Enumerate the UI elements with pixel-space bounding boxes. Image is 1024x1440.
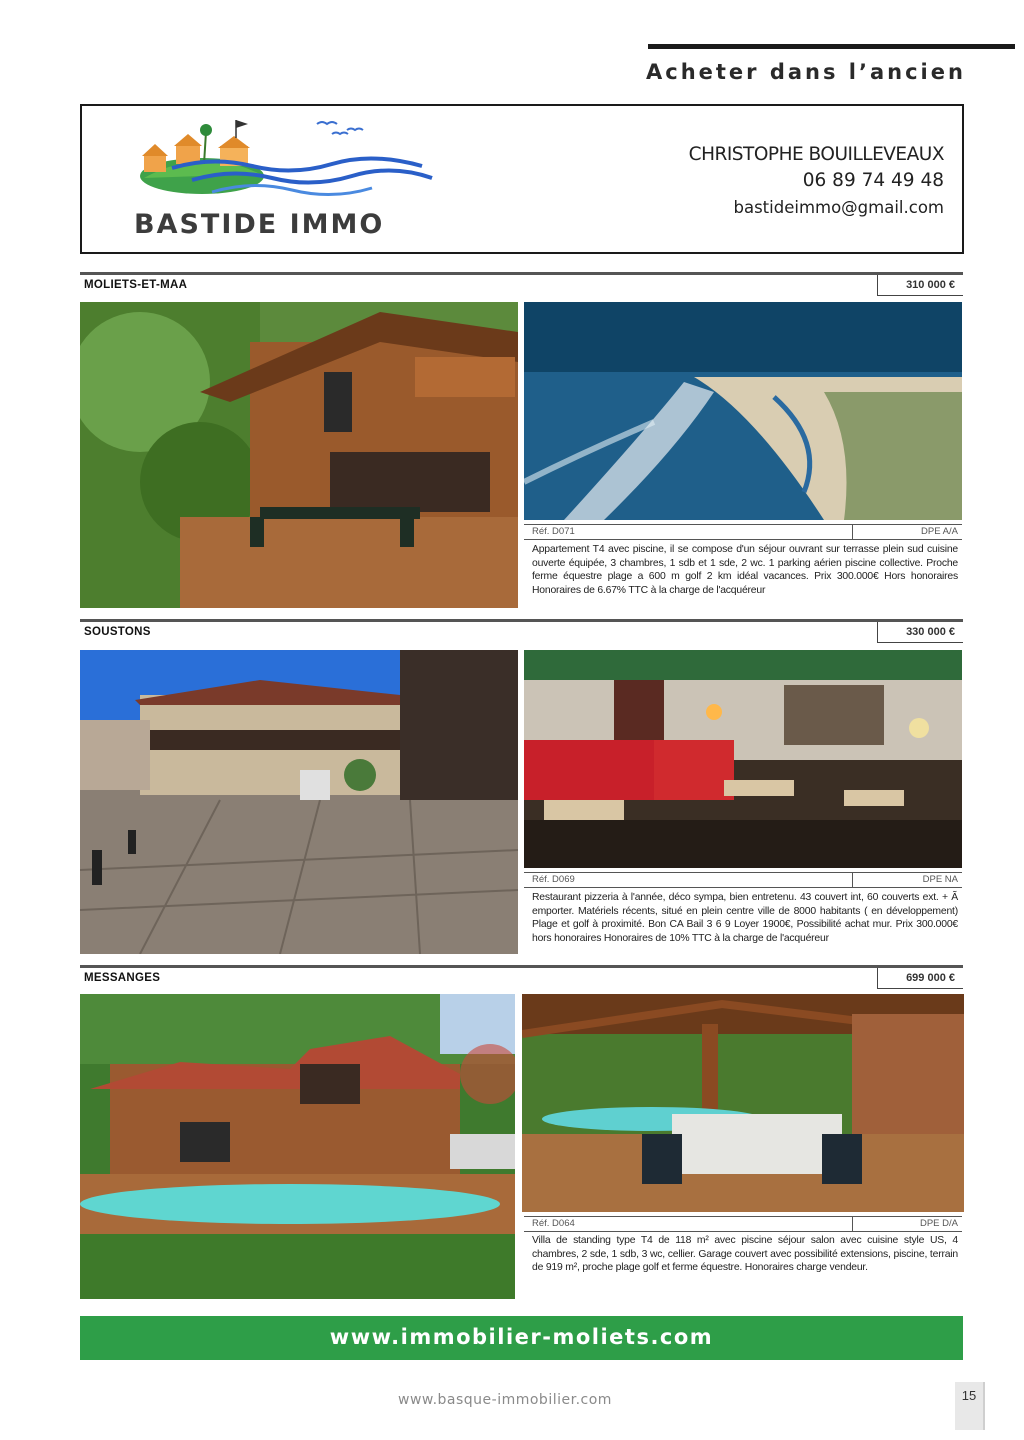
contact-phone[interactable]: 06 89 74 49 48 bbox=[802, 170, 944, 191]
listing-price: 330 000 € bbox=[906, 626, 955, 638]
restaurant-exterior-image bbox=[80, 650, 518, 954]
wooden-house-image bbox=[80, 302, 518, 608]
listing-dpe: DPE A/A bbox=[921, 526, 958, 537]
ref-divider bbox=[852, 525, 853, 539]
logo-text: BASTIDE IMMO bbox=[134, 209, 385, 240]
covered-terrace-image bbox=[522, 994, 964, 1212]
contact-email[interactable]: bastideimmo@gmail.com bbox=[733, 198, 944, 217]
agency-card bbox=[80, 104, 964, 254]
listing-description: Villa de standing type T4 de 118 m² avec piscine séjour salon avec cuisine style US, 4 chambres, 2 sde, 1 sdb, 3 wc, cellier. Garage couvert avec possibilité extensions, piscine, terrain de 919 m², proche plage golf et ferme équestre. Honoraires charge vendeur. bbox=[532, 1235, 958, 1273]
listing-price: 699 000 € bbox=[906, 972, 955, 984]
price-box bbox=[877, 622, 963, 643]
listing-header bbox=[80, 965, 963, 988]
listing-header bbox=[80, 619, 963, 642]
price-box bbox=[877, 275, 963, 296]
listing-ref: Réf. D069 bbox=[532, 874, 575, 885]
section-title: Acheter dans l’ancien bbox=[646, 60, 966, 84]
listing-description: Restaurant pizzeria à l'année, déco sympa, bien entretenu. 43 couvert int, 60 couverts ext. + Ã emporter. Matériels récents, situé en plein centre ville de 8000 habitants ( en développement) Plage et golf à proximité. Bon CA Bail 3 6 9 Loyer 1900€, Possibilité achat mur. Prix 300.000€ hors honoraires Honoraires de 10% TTC à la charge de l'acquéreur bbox=[532, 892, 958, 944]
website-link[interactable]: www.immobilier-moliets.com bbox=[329, 1325, 714, 1349]
listing-location: MOLIETS-ET-MAA bbox=[84, 279, 188, 291]
footer-url[interactable]: www.basque-immobilier.com bbox=[398, 1392, 612, 1408]
villa-pool-image bbox=[80, 994, 515, 1299]
listing-header bbox=[80, 272, 963, 295]
ref-divider bbox=[852, 873, 853, 887]
listing-photo-interior[interactable] bbox=[524, 650, 962, 868]
ref-bar bbox=[524, 872, 962, 888]
listing-photo-terrace[interactable] bbox=[522, 994, 964, 1212]
listing-photo-villa[interactable] bbox=[80, 994, 515, 1299]
listing-photo-building[interactable] bbox=[80, 650, 518, 954]
listing-price: 310 000 € bbox=[906, 279, 955, 291]
top-rule bbox=[648, 44, 1015, 49]
aerial-beach-image bbox=[524, 302, 962, 520]
listing-photo-house[interactable] bbox=[80, 302, 518, 608]
ref-divider bbox=[852, 1217, 853, 1231]
listing-photo-beach[interactable] bbox=[524, 302, 962, 520]
ref-bar bbox=[524, 1216, 962, 1232]
page-number-tab bbox=[955, 1382, 985, 1430]
listing-ref: Réf. D071 bbox=[532, 526, 575, 537]
page-number: 15 bbox=[961, 1388, 977, 1403]
restaurant-interior-image bbox=[524, 650, 962, 868]
listing-dpe: DPE NA bbox=[922, 874, 958, 885]
listing-description: Appartement T4 avec piscine, il se compose d'un séjour ouvrant sur terrasse plein sud cuisine ouverte équipée, 3 chambres, 1 sdb et 1 sde, 2 wc. 1 parking aérien piscine collective. Proche ferme équestre plage a 600 m golf 2 km idéal vacances. Prix 300.000€ Hors honoraires Honoraires de 6.67% TTC à la charge de l'acquéreur bbox=[532, 544, 958, 596]
ref-bar bbox=[524, 524, 962, 540]
price-box bbox=[877, 968, 963, 989]
website-banner[interactable] bbox=[80, 1316, 963, 1360]
listing-location: MESSANGES bbox=[84, 972, 161, 984]
listing-dpe: DPE D/A bbox=[919, 1218, 958, 1229]
listing-location: SOUSTONS bbox=[84, 626, 151, 638]
contact-name: CHRISTOPHE BOUILLEVEAUX bbox=[688, 144, 944, 165]
listing-ref: Réf. D064 bbox=[532, 1218, 575, 1229]
